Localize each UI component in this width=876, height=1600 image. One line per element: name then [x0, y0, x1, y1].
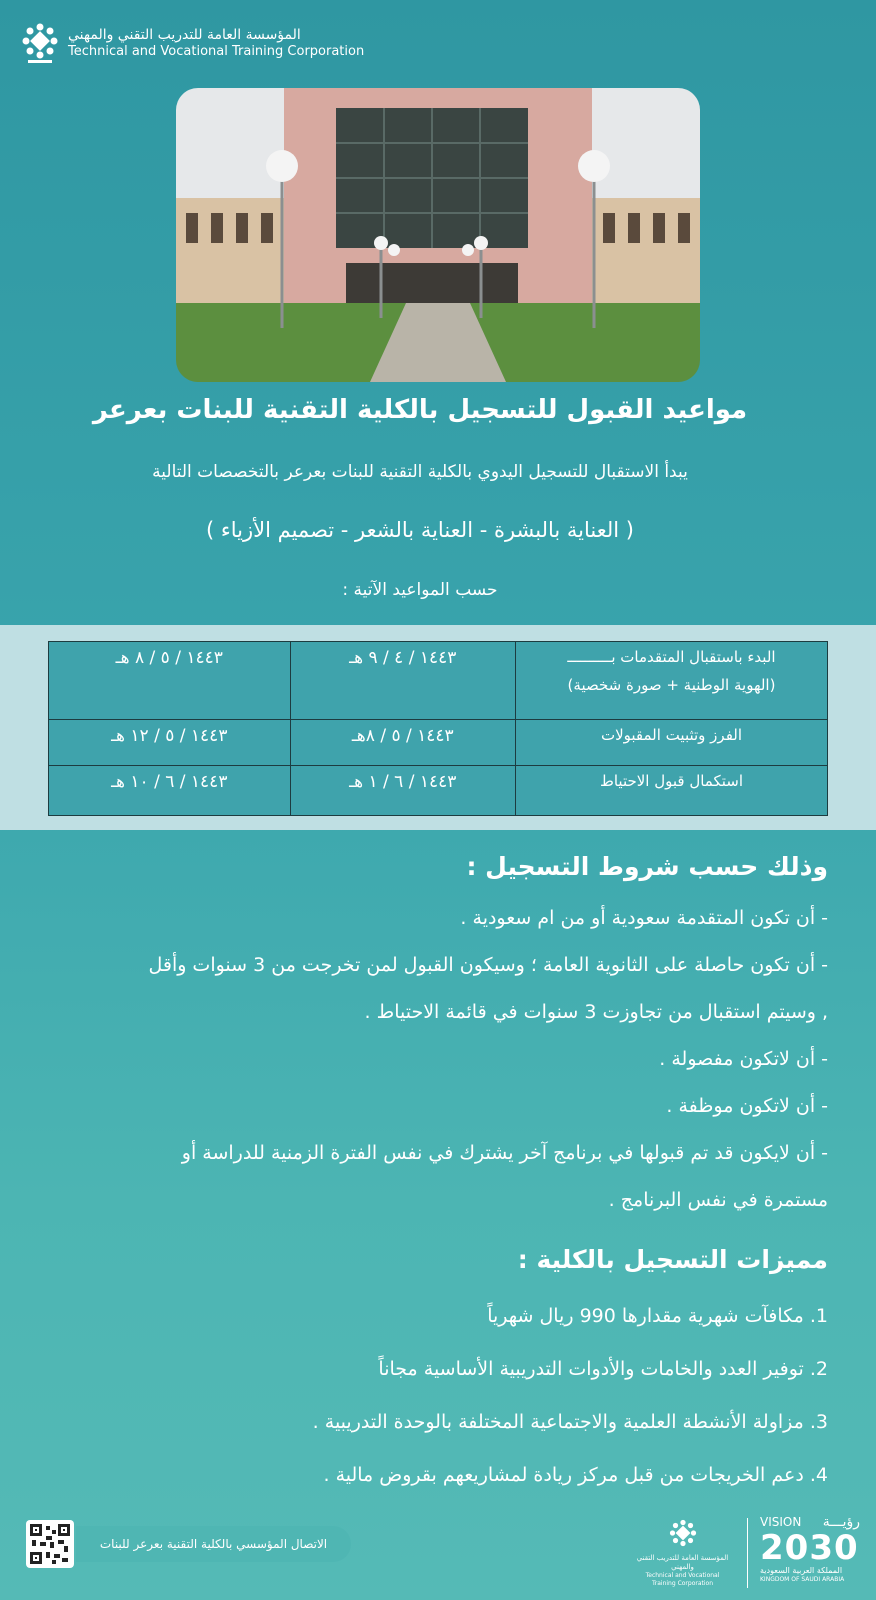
schedule-end-date: ١٤٤٣ / ٦ / ١٠ هـ	[49, 766, 291, 816]
condition-item: - أن تكون حاصلة على الثانوية العامة ؛ وسيكون القبول لمن تخرجت من 3 سنوات وأقل	[148, 954, 828, 976]
footer-org-name-en: Technical and Vocational Training Corporation	[645, 1572, 720, 1587]
footer-divider	[747, 1518, 748, 1588]
feature-item: 2. توفير العدد والخامات والأدوات التدريبية الأساسية مجاناً	[378, 1358, 828, 1380]
feature-item: 1. مكافآت شهرية مقدارها 990 ريال شهرياً	[487, 1305, 828, 1327]
schedule-end-date: ١٤٤٣ / ٥ / ١٢ هـ	[49, 720, 291, 766]
feature-item: 3. مزاولة الأنشطة العلمية والاجتماعية المختلفة بالوحدة التدريبية .	[312, 1411, 828, 1433]
features-heading: مميزات التسجيل بالكلية :	[517, 1245, 828, 1274]
footer-org-logo	[635, 1518, 730, 1588]
condition-item: - أن لايكون قد تم قبولها في برنامج آخر يشترك في نفس الفترة الزمنية للدراسة أو	[181, 1142, 828, 1164]
schedule-label	[516, 642, 828, 720]
table-row	[49, 766, 828, 816]
schedule-band	[0, 625, 876, 830]
contact-label: الاتصال المؤسسي بالكلية التقنية بعرعر للبنات	[76, 1526, 351, 1562]
footer-org-name-ar: المؤسسة العامة للتدريب التقني والمهني	[636, 1554, 729, 1571]
vision-label-ar: رؤيـــة	[822, 1514, 860, 1530]
intro-text: يبدأ الاستقبال للتسجيل اليدوي بالكلية التقنية للبنات بعرعر بالتخصصات التالية	[152, 462, 688, 482]
schedule-start-date: ١٤٤٣ / ٥ / ٨هـ	[290, 720, 515, 766]
footer	[0, 1500, 876, 1600]
condition-item: - أن لاتكون مفصولة .	[659, 1048, 828, 1070]
schedule-label-note: (الهوية الوطنية + صورة شخصية)	[567, 676, 776, 694]
kingdom-name-en: KINGDOM OF SAUDI ARABIA	[760, 1576, 845, 1583]
conditions-heading: وذلك حسب شروط التسجيل :	[466, 852, 828, 881]
condition-item: - أن تكون المتقدمة سعودية أو من ام سعودية .	[460, 907, 828, 929]
header	[20, 18, 364, 68]
vision-2030-logo	[760, 1514, 860, 1584]
schedule-start-date: ١٤٤٣ / ٤ / ٩ هـ	[290, 642, 515, 720]
features-section	[28, 1245, 828, 1502]
condition-item: مستمرة في نفس البرنامج .	[608, 1189, 828, 1211]
schedule-label: استكمال قبول الاحتياط	[516, 766, 828, 816]
feature-item: 4. دعم الخريجات من قبل مركز ريادة لمشاريعهم بقروض مالية .	[323, 1464, 828, 1486]
table-row	[49, 720, 828, 766]
schedule-label: الفرز وتثبيت المقبولات	[516, 720, 828, 766]
org-name-ar: المؤسسة العامة للتدريب التقني والمهني	[68, 27, 301, 43]
schedule-label-text: البدء باستقبال المتقدمات بــــــــــ	[567, 648, 776, 666]
schedule-table	[48, 641, 828, 816]
qr-code-icon[interactable]	[26, 1520, 74, 1568]
vision-year: 2030	[760, 1528, 859, 1568]
condition-item: , وسيتم استقبال من تجاوزت 3 سنوات في قائمة الاحتياط .	[364, 1001, 828, 1023]
condition-item: - أن لاتكون موظفة .	[666, 1095, 828, 1117]
vision-label-en: VISION	[760, 1515, 802, 1529]
schedule-start-date: ١٤٤٣ / ٦ / ١ هـ	[290, 766, 515, 816]
schedule-end-date: ١٤٤٣ / ٥ / ٨ هـ	[49, 642, 291, 720]
tvtc-footer-logo-icon	[668, 1518, 698, 1548]
tvtc-logo-icon	[20, 21, 60, 65]
conditions-section	[28, 852, 828, 1224]
college-building-photo	[176, 88, 700, 382]
specialties-text: ( العناية بالبشرة - العناية بالشعر - تصميم الأزياء )	[206, 518, 634, 542]
kingdom-name-ar: المملكة العربية السعودية	[760, 1566, 843, 1575]
page-title: مواعيد القبول للتسجيل بالكلية التقنية للبنات بعرعر	[92, 395, 748, 425]
schedule-intro-text: حسب المواعيد الآتية :	[342, 580, 498, 600]
features-list	[28, 1290, 828, 1502]
table-row	[49, 642, 828, 720]
org-name-en: Technical and Vocational Training Corporation	[68, 44, 365, 59]
